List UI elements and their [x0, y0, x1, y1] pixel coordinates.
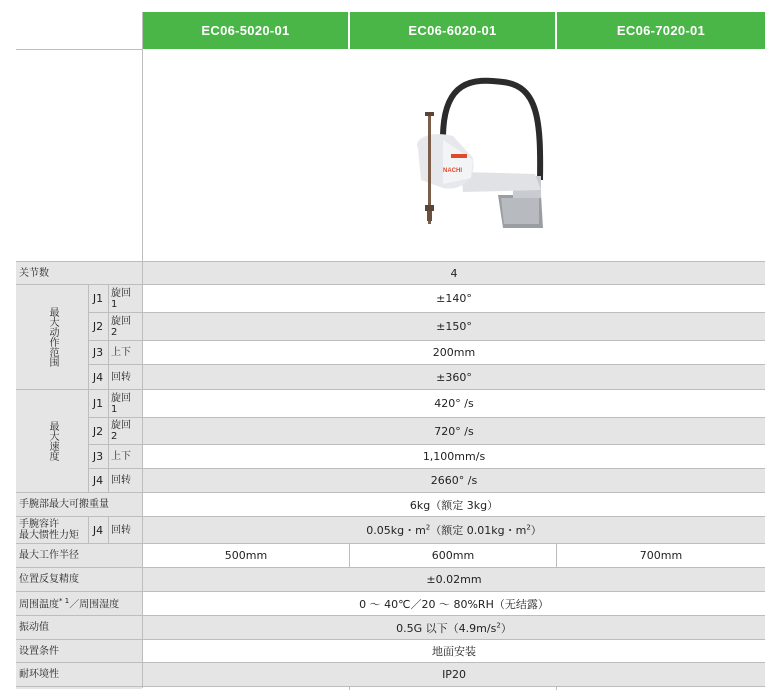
row-value-vibration [143, 616, 765, 639]
joint-cell [88, 418, 108, 444]
model-header-3 [557, 12, 765, 49]
value-text: 0.5G 以下$(4.9m/s^2)$ [396, 620, 512, 635]
motion-cell [108, 469, 142, 492]
motion-text: 上下 [111, 347, 131, 358]
value-text: 地面安装 [432, 645, 476, 658]
row-value-payload [143, 493, 765, 516]
value-cell [143, 390, 765, 417]
divider [16, 492, 765, 493]
group-label-text: 最大速度 [47, 421, 58, 461]
row-label-install [16, 640, 142, 662]
label-text: 手腕部最大可搬重量 [19, 499, 109, 510]
model-name: EC06-7020-01 [616, 23, 706, 38]
value-text: ±0.02mm [426, 573, 482, 586]
divider [16, 662, 765, 663]
divider [16, 591, 765, 592]
joint-text: J1 [92, 397, 104, 410]
divider [16, 516, 765, 517]
divider [88, 517, 89, 543]
model-name: EC06-6020-01 [408, 23, 497, 38]
label-text: 周围温度$^{* 1}$／周围湿度 [19, 597, 120, 611]
model-header-1 [143, 12, 348, 49]
divider [16, 686, 765, 687]
value-text: 2660° /s [430, 474, 478, 487]
motion-cell [108, 517, 142, 543]
divider [108, 285, 109, 492]
motion-text: 旋回2 [111, 315, 131, 338]
joint-cell [88, 365, 108, 389]
group-label-text: 最大动作范围 [47, 307, 58, 367]
value-text: ±140° [436, 292, 472, 305]
motion-text: 回转 [111, 524, 131, 536]
divider [16, 284, 765, 285]
label-text: 手腕容许 [19, 519, 59, 530]
row-label-payload [16, 493, 142, 516]
joint-text: J3 [92, 346, 104, 359]
joint-text: J3 [92, 450, 104, 463]
value-text: 0.05kg・$m^2$（额定 0.01kg・$m^2$） [366, 523, 542, 537]
divider [88, 468, 765, 469]
header-blank-cell [16, 12, 142, 49]
joint-text: J1 [92, 292, 104, 305]
product-image-cell [143, 50, 765, 261]
value-text: ±360° [436, 370, 472, 384]
row-value-install [143, 640, 765, 662]
divider [16, 639, 765, 640]
row-label-vibration [16, 616, 142, 639]
motion-text: 回转 [111, 475, 131, 486]
label-text: 振动值 [19, 622, 49, 633]
row-value-env [143, 592, 765, 615]
brand-logo: NACHI [443, 168, 462, 174]
value-text: 500mm [224, 549, 268, 562]
value-text: 0 ～ 40℃／20 ～ 80%RH（无结露） [359, 597, 549, 611]
label-text: 耐环境性 [19, 669, 59, 680]
label-text: 关节数 [19, 267, 49, 279]
value-text: 1,100mm/s [422, 450, 486, 463]
row-value-inertia [143, 517, 765, 543]
motion-text: 旋回2 [111, 420, 131, 442]
row-value-reach-1 [143, 544, 349, 567]
value-text: IP20 [442, 668, 466, 681]
joint-cell [88, 390, 108, 417]
motion-cell [108, 418, 142, 444]
row-value-reach-2 [350, 544, 556, 567]
joint-cell [88, 341, 108, 364]
divider [142, 12, 143, 688]
divider [88, 340, 765, 341]
motion-text: 旋回1 [111, 392, 131, 415]
value-text: 700mm [639, 549, 683, 562]
joint-cell [88, 285, 108, 312]
value-cell [143, 285, 765, 312]
label-text: 位置反复精度 [19, 574, 79, 585]
row-label-reach [16, 544, 142, 567]
motion-cell [108, 285, 142, 312]
value-text: 420° /s [434, 397, 474, 410]
value-cell [143, 341, 765, 364]
model-header-2 [350, 12, 555, 49]
divider [108, 517, 109, 543]
joint-text: J4 [92, 474, 104, 487]
joint-text: J2 [92, 424, 104, 438]
motion-cell [108, 341, 142, 364]
joint-cell [88, 517, 108, 543]
value-cell [143, 445, 765, 468]
divider [88, 364, 765, 365]
group-label-range [16, 285, 88, 389]
row-value-joints [143, 262, 765, 284]
motion-cell [108, 390, 142, 417]
motion-cell [108, 313, 142, 340]
value-text: 600mm [431, 549, 475, 562]
group-label-speed [16, 390, 88, 492]
joint-text: J2 [92, 320, 104, 333]
joint-cell [88, 445, 108, 468]
divider [16, 615, 765, 616]
joint-cell [88, 469, 108, 492]
row-label-protect [16, 663, 142, 686]
value-text: 4 [450, 266, 458, 280]
joint-cell [88, 313, 108, 340]
label-text: 最大工作半径 [19, 550, 79, 561]
model-name: EC06-5020-01 [201, 23, 290, 38]
label-text: 设置条件 [19, 645, 59, 657]
value-cell [143, 418, 765, 444]
divider [556, 544, 557, 567]
divider [88, 417, 765, 418]
motion-cell [108, 365, 142, 389]
row-label-joints [16, 262, 142, 284]
motion-cell [108, 445, 142, 468]
row-value-reach-3 [557, 544, 765, 567]
joint-text: J4 [92, 370, 104, 384]
value-text: 6kg（额定 3kg） [409, 498, 499, 512]
divider [349, 544, 350, 567]
divider [16, 49, 142, 50]
joint-text: J4 [92, 523, 104, 537]
motion-text: 旋回1 [111, 287, 131, 310]
value-cell [143, 313, 765, 340]
row-label-inertia [16, 517, 88, 543]
motion-text: 回转 [111, 371, 131, 383]
scara-robot-icon [143, 50, 765, 261]
divider [16, 567, 765, 568]
row-label-env [16, 592, 142, 615]
value-text: 720° /s [434, 424, 474, 438]
divider [16, 261, 765, 262]
motion-text: 上下 [111, 451, 131, 462]
divider [88, 444, 765, 445]
divider [88, 285, 89, 492]
value-text: ±150° [436, 320, 472, 333]
value-cell [143, 469, 765, 492]
divider [88, 312, 765, 313]
row-label-repeat [16, 568, 142, 591]
value-cell [143, 365, 765, 389]
label-text: 最大惯性力矩 [19, 530, 79, 541]
value-text: 200mm [432, 346, 476, 359]
divider [16, 543, 765, 544]
row-value-repeat [143, 568, 765, 591]
divider [16, 389, 765, 390]
row-value-protect [143, 663, 765, 686]
